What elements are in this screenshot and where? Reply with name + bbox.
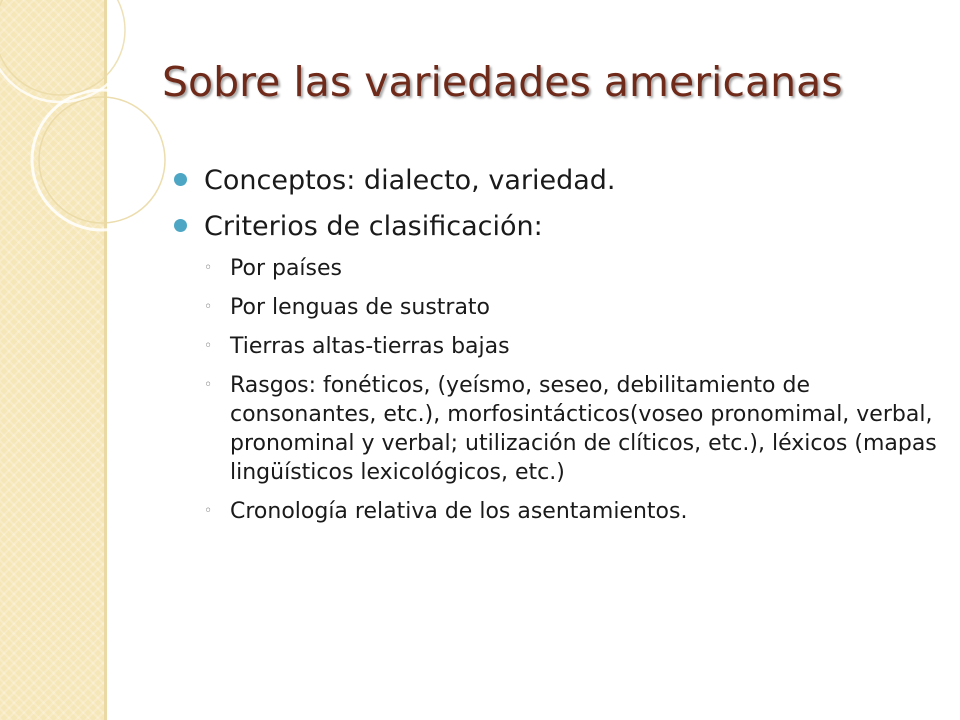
sub-bullet-item xyxy=(168,497,938,526)
bullet-list xyxy=(168,162,938,536)
sub-bullet-text: Cronología relativa de los asentamientos. xyxy=(230,499,688,524)
ring-bullet-icon: ◦ xyxy=(204,503,213,519)
slide-title: Sobre las variedades americanas xyxy=(162,58,843,106)
sub-bullet-text: Rasgos: fonéticos, (yeísmo, seseo, debilitamiento de consonantes, etc.), morfosintácticos(voseo pronomimal, verbal, pronominal y verbal; utilización de clíticos, etc.), léxicos (mapas lingüísticos lexicológicos, etc.) xyxy=(230,373,937,485)
ring-bullet-icon: ◦ xyxy=(204,377,213,393)
ring-bullet-icon: ◦ xyxy=(204,338,213,354)
sub-bullet-item xyxy=(168,254,938,283)
bullet-text: Conceptos: dialecto, variedad. xyxy=(204,165,616,196)
bullet-dot-icon xyxy=(174,219,187,232)
sub-bullet-item xyxy=(168,293,938,322)
sub-bullet-item xyxy=(168,332,938,361)
bullet-item xyxy=(168,162,938,199)
sub-bullet-text: Por países xyxy=(230,256,342,281)
bullet-item xyxy=(168,208,938,245)
bullet-text: Criterios de clasificación: xyxy=(204,211,543,242)
ring-bullet-icon: ◦ xyxy=(204,260,213,276)
bullet-dot-icon xyxy=(174,173,187,186)
sub-bullet-item xyxy=(168,371,938,487)
sub-bullet-text: Por lenguas de sustrato xyxy=(230,295,491,320)
sub-bullet-text: Tierras altas-tierras bajas xyxy=(230,334,510,359)
ring-bullet-icon: ◦ xyxy=(204,299,213,315)
